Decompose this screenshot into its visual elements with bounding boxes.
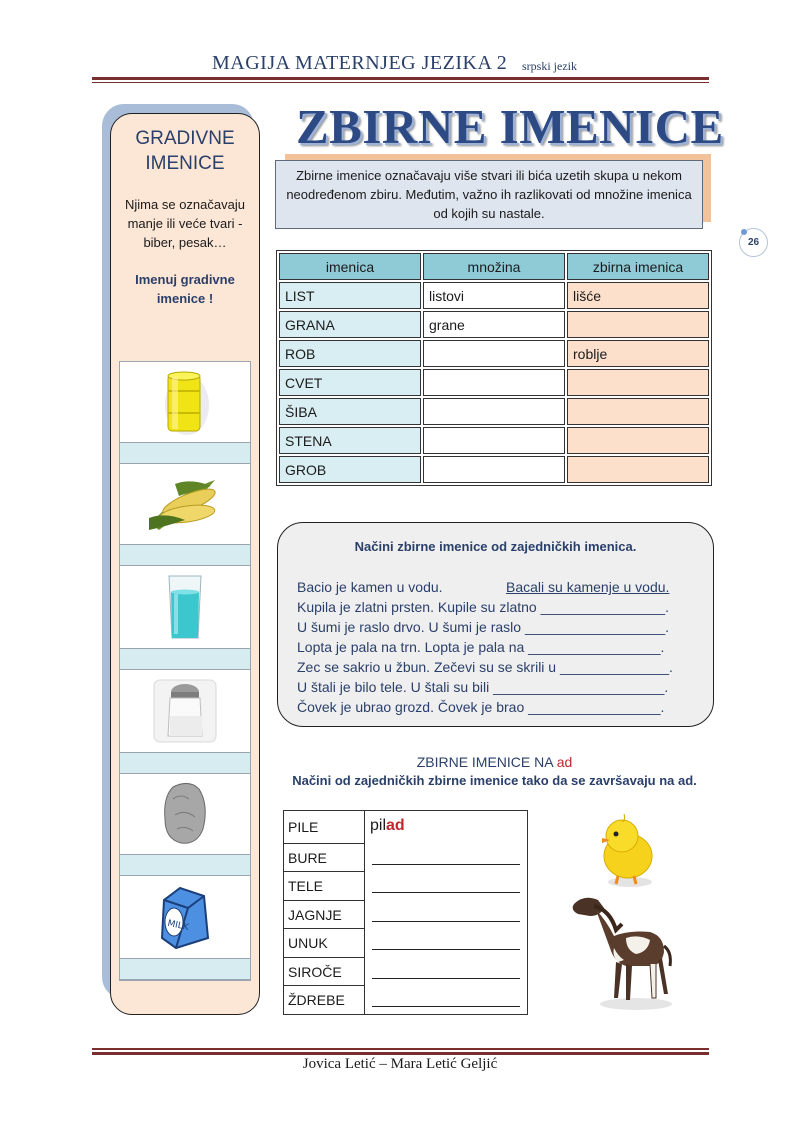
rock-icon — [159, 779, 211, 849]
collective-cell[interactable]: roblje — [567, 340, 709, 367]
plural-cell[interactable] — [423, 340, 565, 367]
salt-picture — [120, 670, 250, 752]
footer-rule — [92, 1052, 709, 1055]
header-title: MAGIJA MATERNJEG JEZIKA 2 — [212, 52, 508, 74]
plural-cell[interactable] — [423, 427, 565, 454]
answer-slot[interactable] — [120, 854, 250, 876]
ad-table — [283, 810, 528, 1015]
exercise-example: Bacio je kamen u vodu. Bacali su kamenje u vodu. — [297, 579, 670, 595]
page-number-dot — [741, 229, 747, 235]
exercise-lines — [297, 577, 707, 717]
svg-text:MILK: MILK — [166, 918, 190, 934]
ad-answer-blank[interactable] — [372, 978, 520, 979]
collective-cell[interactable] — [567, 369, 709, 396]
nouns-table — [276, 250, 712, 486]
ad-row — [284, 929, 527, 958]
picture-column — [119, 361, 251, 981]
ad-answer-blank[interactable] — [372, 892, 520, 893]
ad-answer-blank[interactable] — [372, 1006, 520, 1007]
exercise-line[interactable]: Kupila je zlatni prsten. Kupile su zlatno ________________. — [297, 599, 670, 615]
example-answer: Bacali su kamenje u vodu. — [506, 579, 670, 595]
salt-shaker-icon — [150, 676, 220, 746]
collective-cell[interactable]: lišće — [567, 282, 709, 309]
ad-row — [284, 986, 527, 1014]
noun-cell: ŠIBA — [279, 398, 421, 425]
panel-title: GRADIVNE IMENICE — [135, 128, 235, 174]
chick-icon — [596, 810, 658, 888]
panel-prompt: Imenuj gradivne imenice ! — [135, 272, 235, 306]
panel-description: Njima se označavaju manje ili veće tvari - biber, pesak… — [125, 197, 245, 250]
header-rule — [92, 77, 709, 80]
rock-picture — [120, 774, 250, 854]
ad-answer-blank[interactable] — [372, 921, 520, 922]
ad-answer-blank[interactable] — [372, 949, 520, 950]
header-rule-thin — [92, 82, 709, 83]
collective-cell[interactable] — [567, 398, 709, 425]
answer-slot[interactable] — [120, 442, 250, 464]
exercise-title: Načini zbirne imenice od zajedničkih imenica. — [354, 539, 637, 554]
corn-icon — [145, 474, 225, 534]
ad-row — [284, 844, 527, 872]
exercise-line[interactable]: Lopta je pala na trn. Lopta je pala na _________________. — [297, 639, 665, 655]
exercise-line[interactable]: U šumi je raslo drvo. U šumi je raslo __________________. — [297, 619, 669, 635]
milk-carton-icon — [154, 882, 216, 952]
table-row — [279, 427, 709, 454]
corn-picture — [120, 464, 250, 544]
column-header: zbirna imenica — [567, 253, 709, 280]
intro-box: Zbirne imenice označavaju više stvari ili bića uzetih skupa u nekom neodređenom zbiru. Međutim, važno ih razlikovati od množine imenica od kojih su nastale. — [275, 160, 703, 229]
ad-row — [284, 901, 527, 929]
ad-row — [284, 811, 527, 844]
table-row — [279, 311, 709, 338]
barrel-picture — [120, 362, 250, 442]
collective-cell[interactable] — [567, 427, 709, 454]
barrel-icon — [160, 369, 210, 435]
ad-word: BURE — [284, 844, 365, 872]
table-row — [279, 398, 709, 425]
table-row — [279, 340, 709, 367]
exercise-line[interactable]: Zec se sakrio u žbun. Zečevi su se skrili u ______________. — [297, 659, 673, 675]
glass-picture — [120, 566, 250, 648]
ad-word: ŽDREBE — [284, 986, 365, 1014]
plural-cell[interactable]: grane — [423, 311, 565, 338]
noun-cell: STENA — [279, 427, 421, 454]
answer-slot[interactable] — [120, 752, 250, 774]
ad-example-answer: pilad — [370, 817, 405, 834]
answer-slot[interactable] — [120, 544, 250, 566]
footer-authors: Jovica Letić – Mara Letić Geljić — [302, 1056, 498, 1072]
exercise-line[interactable]: Čovek je ubrao grozd. Čovek je brao _________________. — [297, 699, 665, 715]
ad-word: UNUK — [284, 929, 365, 958]
answer-slot[interactable] — [120, 958, 250, 980]
ad-word: PILE — [284, 811, 365, 844]
answer-slot[interactable] — [120, 648, 250, 670]
ad-word: JAGNJE — [284, 901, 365, 929]
page-number: 26 — [739, 228, 768, 257]
exercise-line[interactable]: U štali je bilo tele. U štali su bili ______________________. — [297, 679, 669, 695]
ad-row — [284, 958, 527, 986]
noun-cell: ROB — [279, 340, 421, 367]
ad-row — [284, 872, 527, 901]
ad-section-title: ZBIRNE IMENICE NA ad — [416, 754, 573, 770]
footer-rule-thin — [92, 1048, 709, 1050]
milk-picture — [120, 876, 250, 958]
ad-answer-blank[interactable] — [372, 864, 520, 865]
page-title: ZBIRNE IMENICE — [296, 99, 724, 154]
noun-cell: GROB — [279, 456, 421, 483]
table-row — [279, 456, 709, 483]
table-row — [279, 282, 709, 309]
plural-cell[interactable] — [423, 369, 565, 396]
noun-cell: GRANA — [279, 311, 421, 338]
foal-icon — [566, 890, 678, 1012]
column-header: imenica — [279, 253, 421, 280]
glass-icon — [163, 572, 207, 642]
header-subtitle: srpski jezik — [522, 59, 577, 73]
ad-word: TELE — [284, 872, 365, 901]
ad-section-subtitle: Načini od zajedničkih zbirne imenice tako da se završavaju na ad. — [292, 773, 697, 788]
collective-cell[interactable] — [567, 311, 709, 338]
noun-cell: CVET — [279, 369, 421, 396]
column-header: množina — [423, 253, 565, 280]
table-row — [279, 369, 709, 396]
ad-word: SIROČE — [284, 958, 365, 986]
plural-cell[interactable] — [423, 456, 565, 483]
plural-cell[interactable]: listovi — [423, 282, 565, 309]
noun-cell: LIST — [279, 282, 421, 309]
collective-cell[interactable] — [567, 456, 709, 483]
plural-cell[interactable] — [423, 398, 565, 425]
